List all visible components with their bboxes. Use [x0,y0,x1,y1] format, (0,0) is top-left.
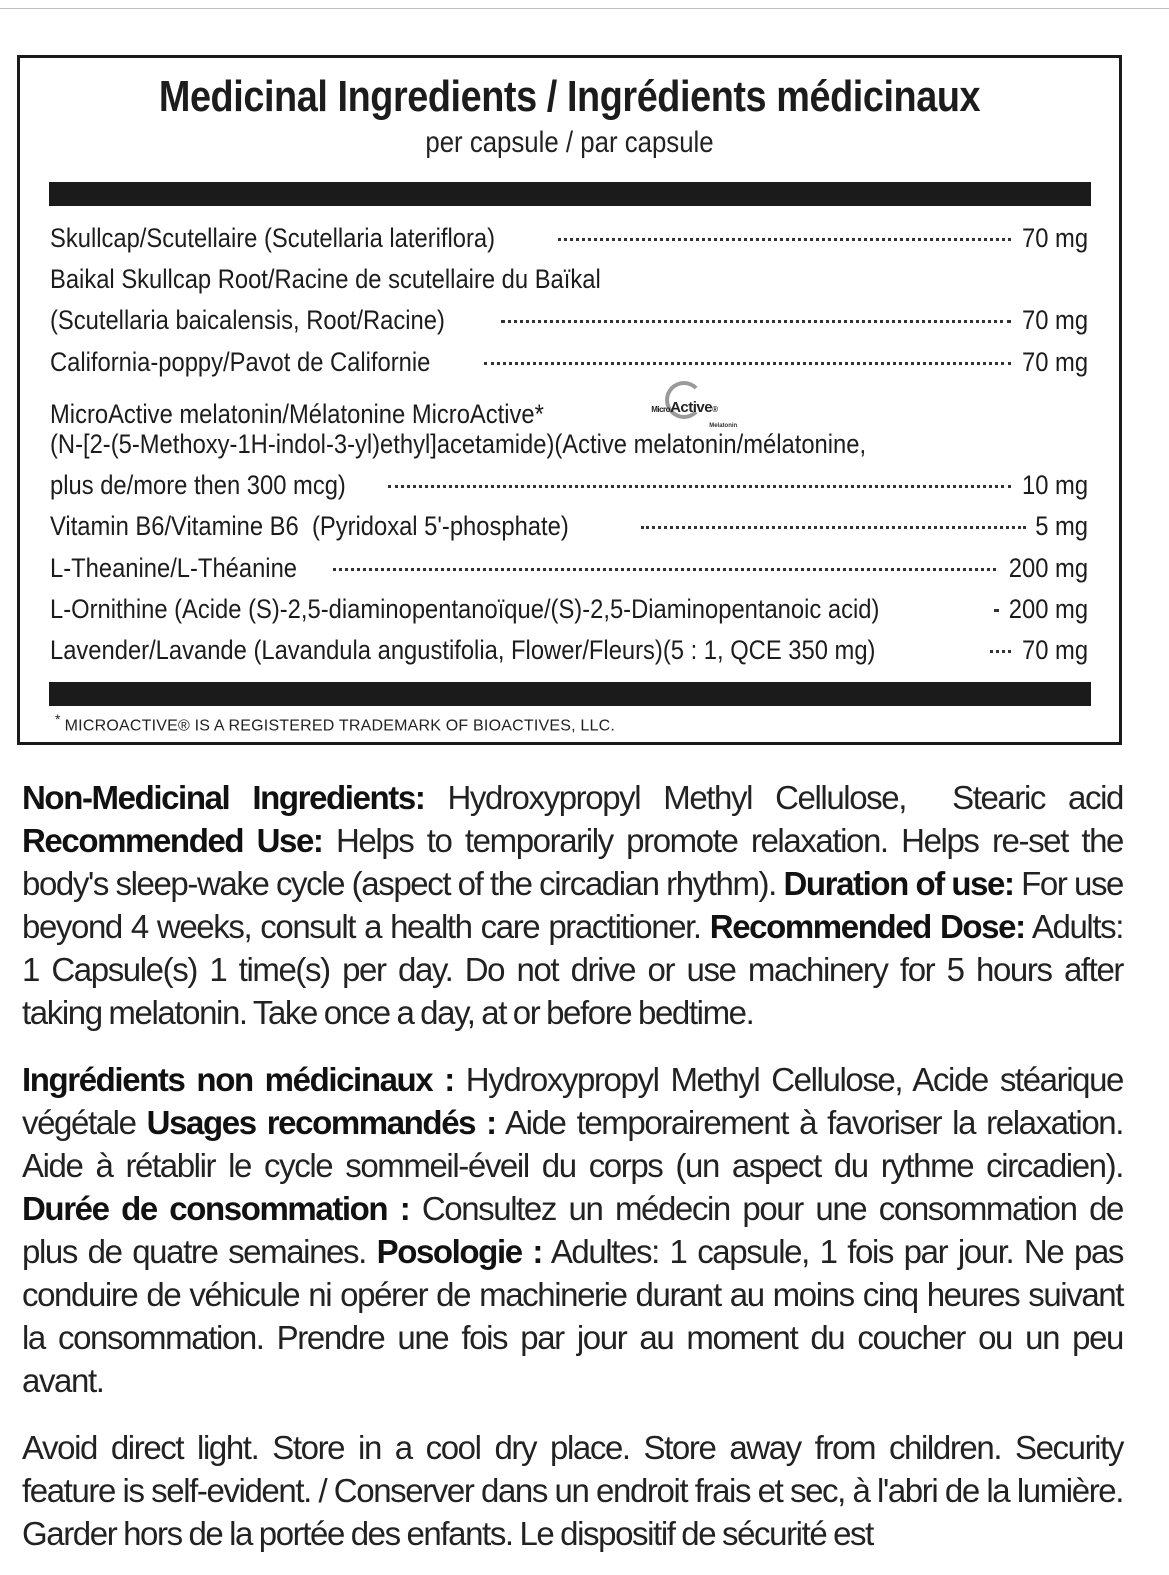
english-directions [22,776,1130,1034]
dose-label-en: Recommended Dose: [709,908,1025,945]
dose-text-en: Adults: 1 Capsule(s) 1 time(s) per day. Do not drive or use machinery for 5 hours after taking melatonin. Take once a day, at or before bedtime. [22,908,1123,1031]
ingredient-list [50,218,1088,671]
dot-leader [641,526,1026,529]
trademark-footnote [55,711,615,735]
ingredient-name: L-Ornithine (Acide (S)-2,5-diaminopentanoïque/(S)-2,5-Diaminopentanoic acid) [50,593,880,624]
ingredient-detail: (N-[2-(5-Methoxy-1H-indol-3-yl)ethyl]acetamide)(Active melatonin/mélatonine, [50,428,867,459]
ingredient-row-continuation [50,465,1088,506]
ingredient-name: Skullcap/Scutellaire (Scutellaria lateriflora) [50,223,496,253]
ingredient-row [50,548,1088,589]
logo-prefix: Micro [651,404,671,414]
ingredient-amount: 5 mg [1035,511,1088,542]
ingredient-name: Vitamin B6/Vitamine B6 (Pyridoxal 5'-phosphate) [50,511,569,542]
nmi-text-fr: Hydroxypropyl Methyl Cellulose, Acide stéarique végétale [22,1061,1123,1141]
ingredient-row [50,218,1088,259]
ingredient-name: California-poppy/Pavot de Californie [50,346,431,377]
logo-reg: ® [712,404,718,414]
duration-text-en: For use beyond 4 weeks, consult a health care practitioner. [22,865,1123,945]
duration-text-fr: Consultez un médecin pour une consommation de plus de quatre semaines. [22,1190,1123,1270]
logo-sub: Melatonin [709,422,738,429]
dose-label-fr: Posologie : [376,1233,542,1270]
ingredient-amount: 200 mg [1008,593,1088,624]
use-text-en: Helps to temporarily promote relaxation. Helps re-set the body's sleep-wake cycle (aspect of the circadian rhythm). [22,822,1123,902]
ingredient-amount: 70 mg [1021,305,1088,336]
dot-leader [501,320,1011,323]
ingredient-row [50,589,1088,630]
ingredient-amount: 10 mg [1021,470,1088,501]
medicinal-ingredients-panel [17,55,1122,745]
french-directions [22,1058,1123,1402]
logo-word: Active [670,398,713,416]
nmi-text-en: Hydroxypropyl Methyl Cellulose, Stearic acid [424,779,1130,816]
ingredient-amount: 200 mg [1008,552,1088,583]
ingredient-row [50,630,1088,671]
dot-leader [558,238,1011,241]
ingredient-amount: 70 mg [1021,634,1088,665]
duration-label-fr: Durée de consommation : [22,1190,410,1227]
nmi-label-fr: Ingrédients non médicinaux : [22,1061,454,1098]
dot-leader [994,609,995,612]
panel-subtitle: per capsule / par capsule [425,126,714,159]
footer-bar [49,682,1091,706]
footnote-text: MICROACTIVE® IS A REGISTERED TRADEMARK OF BIOACTIVES, LLC. [64,717,615,735]
storage-warnings [22,1426,1123,1555]
footnote-mark: * [55,711,61,727]
microactive-melatonin-logo-icon [651,379,751,429]
ingredient-row [50,259,1088,300]
use-label-en: Recommended Use: [22,822,323,859]
ingredient-name: L-Theanine/L-Théanine [50,552,298,583]
ingredient-detail: (Scutellaria baicalensis, Root/Racine) [50,305,445,336]
dot-leader [484,362,1011,365]
ingredient-name: MicroActive melatonin/Mélatonine MicroActive* [50,398,544,429]
top-divider [0,8,1169,9]
ingredient-name: Lavender/Lavande (Lavandula angustifolia, Flower/Fleurs)(5 : 1, QCE 350 mg) [50,634,876,665]
ingredient-row [50,383,1088,429]
use-text-fr: Aide temporairement à favoriser la relaxation. Aide à rétablir le cycle sommeil-éveil du corps (un aspect du rythme circadien). [22,1104,1124,1184]
dot-leader [388,485,1011,488]
ingredient-row [50,342,1088,383]
ingredient-row-continuation [50,424,1088,465]
ingredient-amount: 70 mg [1021,346,1088,377]
header-bar [49,182,1091,206]
dot-leader [333,568,996,571]
ingredient-amount: 70 mg [1021,223,1088,253]
panel-title: Medicinal Ingredients / Ingrédients médicinaux [158,72,981,121]
dot-leader [990,650,1011,653]
ingredient-row [50,506,1088,547]
ingredient-detail: plus de/more then 300 mcg) [50,470,346,501]
duration-label-en: Duration of use: [783,865,1014,902]
dose-text-fr: Adultes: 1 capsule, 1 fois par jour. Ne pas conduire de véhicule ni opérer de machinerie durant au moins cinq heures suivant la consommation. Prendre une fois par jour au moment du coucher ou un peu avant. [22,1233,1124,1399]
ingredient-row-continuation [50,300,1088,341]
nmi-label-en: Non-Medicinal Ingredients: [22,779,425,816]
ingredient-name: Baikal Skullcap Root/Racine de scutellaire du Baïkal [50,264,601,295]
storage-text: Avoid direct light. Store in a cool dry place. Store away from children. Security feature is self-evident. / Conserver dans un endroit frais et sec, à l'abri de la lumière. Garder hors de la portée des enfants. Le dispositif de sécurité est [22,1429,1123,1552]
use-label-fr: Usages recommandés : [146,1104,496,1141]
